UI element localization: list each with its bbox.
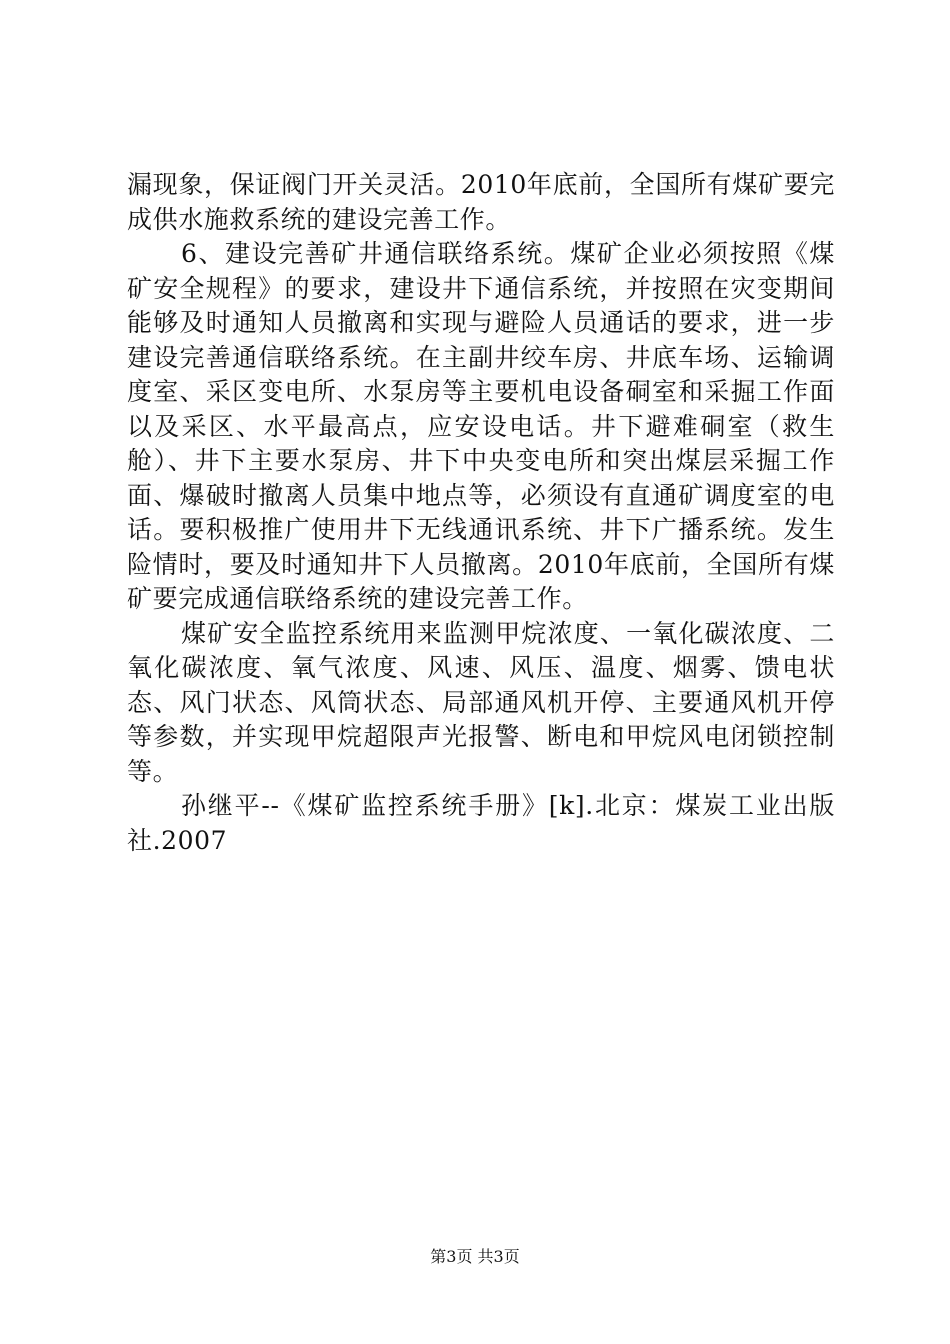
paragraph-reference: 孙继平--《煤矿监控系统手册》[k].北京：煤炭工业出版社.2007 (127, 791, 835, 855)
page-number-footer: 第3页 共3页 (430, 1247, 520, 1266)
document-body (127, 168, 835, 858)
paragraph-continuation: 漏现象，保证阀门开关灵活。2010年底前，全国所有煤矿要完成供水施救系统的建设完善工作。 (127, 170, 835, 234)
paragraph-communication-system: 6、建设完善矿井通信联络系统。煤矿企业必须按照《煤矿安全规程》的要求，建设井下通信系统，并按照在灾变期间能够及时通知人员撤离和实现与避险人员通话的要求，进一步建设完善通信联络系统。在主副井绞车房、井底车场、运输调度室、采区变电所、水泵房等主要机电设备硐室和采掘工作面以及采区、水平最高点，应安设电话。井下避难硐室（救生舱）、井下主要水泵房、井下中央变电所和突出煤层采掘工作面、爆破时撤离人员集中地点等，必须设有直通矿调度室的电话。要积极推广使用井下无线通讯系统、井下广播系统。发生险情时，要及时通知井下人员撤离。2010年底前，全国所有煤矿要完成通信联络系统的建设完善工作。 (127, 239, 835, 613)
paragraph-monitoring-system: 煤矿安全监控系统用来监测甲烷浓度、一氧化碳浓度、二氧化碳浓度、氧气浓度、风速、风压、温度、烟雾、馈电状态、风门状态、风筒状态、局部通风机开停、主要通风机开停等参数，并实现甲烷超限声光报警、断电和甲烷风电闭锁控制等。 (127, 618, 835, 786)
